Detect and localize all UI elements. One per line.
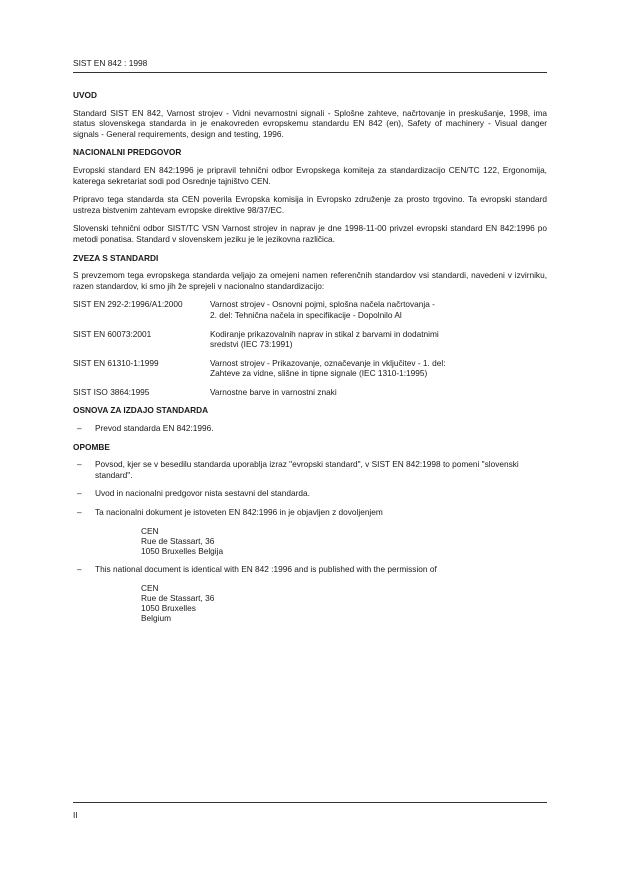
address-block-english: [73, 583, 547, 624]
list-item: [73, 459, 547, 480]
list-item-text: This national document is identical with EN 842 :1996 and is published with the permission of: [95, 564, 437, 575]
section-heading-osnova: OSNOVA ZA IZDAJO STANDARDA: [73, 405, 209, 416]
address-line: Rue de Stassart, 36: [141, 593, 215, 604]
dash-bullet: –: [77, 507, 82, 518]
standard-title-line: Varnostne barve in varnostni znaki: [210, 386, 337, 397]
dash-bullet: –: [77, 564, 82, 575]
list-item: [73, 488, 547, 499]
predgovor-paragraph-2: Pripravo tega standarda sta CEN poverila Evropska komisija in Evropsko združenje za prosto trgovino. Ta evropski standard ustreza bistvenim zahtevam evropske direktive 98/37/EC.: [73, 194, 547, 215]
standard-title: [210, 329, 547, 350]
standard-title-line: Varnost strojev - Osnovni pojmi, splošna načela načrtovanja -: [210, 299, 435, 310]
section-heading-nacionalni-predgovor: NACIONALNI PREDGOVOR: [73, 147, 182, 158]
standard-reference-row: [73, 358, 547, 379]
list-item: [73, 423, 547, 434]
list-item-text: Povsod, kjer se v besedilu standarda uporablja izraz "evropski standard", v SIST EN 842:1998 to pomeni "slovenski standard".: [95, 459, 519, 480]
address-line: CEN: [141, 525, 159, 536]
standard-title-line: Varnost strojev - Prikazovanje, označevanje in vključitev - 1. del:: [210, 357, 446, 368]
standard-title: [210, 358, 547, 379]
standard-code: SIST EN 61310-1:1999: [73, 357, 159, 368]
standard-reference-row: [73, 387, 547, 398]
zveza-intro: S prevzemom tega evropskega standarda veljajo za omejeni namen referenčnih standardov vsi standardi, navedeni v izvirniku, razen standardov, ki smo jih že sprejeli v nacionalno standardizacijo:: [73, 270, 547, 291]
predgovor-paragraph-3: Slovenski tehnični odbor SIST/TC VSN Varnost strojev in naprav je dne 1998-11-00 privzel evropski standard EN 842:1996 po metodi ponatisa. Standard v slovenskem jeziku je le jezikovna različica.: [73, 223, 547, 244]
standard-title-line: Kodiranje prikazovalnih naprav in stikal z barvami in dodatnimi: [210, 328, 439, 339]
section-heading-zveza-s-standardi: ZVEZA S STANDARDI: [73, 252, 159, 263]
list-item-text: Prevod standarda EN 842:1996.: [95, 423, 214, 434]
predgovor-paragraph-1: Evropski standard EN 842:1996 je pripravil tehnični odbor Evropskega komiteja za standardizacijo CEN/TC 122, Ergonomija, katerega sekretariat sodi pod Osrednje tajništvo CEN.: [73, 164, 547, 186]
list-item: [73, 564, 547, 575]
standard-reference-row: [73, 329, 547, 350]
standard-title-line: Zahteve za vidne, slišne in tipne signale (IEC 1310-1:1995): [210, 368, 428, 379]
page-number: II: [73, 810, 78, 820]
dash-bullet: –: [77, 423, 82, 434]
section-heading-uvod: UVOD: [73, 90, 97, 100]
section-heading-opombe: OPOMBE: [73, 441, 110, 452]
standard-reference-row: [73, 299, 547, 320]
standard-title-line: sredstvi (IEC 73:1991): [210, 339, 293, 350]
dash-bullet: –: [77, 488, 82, 499]
header-divider: [73, 72, 547, 73]
address-line: 1050 Bruxelles Belgija: [141, 546, 224, 557]
page-body: [73, 90, 547, 632]
running-header: SIST EN 842 : 1998: [73, 58, 148, 68]
standard-title: [210, 299, 547, 320]
address-line: Belgium: [141, 613, 171, 624]
uvod-paragraph: Standard SIST EN 842, Varnost strojev - Vidni nevarnostni signali - Splošne zahteve, načrtovanje in preskušanje, 1998, ima status slovenskega standarda in je enakovreden evropskemu standardu EN 842 (en), Safety of machinery - Visual danger signals - General requirements, design and testing, 1996.: [73, 107, 547, 139]
address-line: 1050 Bruxelles: [141, 603, 196, 614]
standard-title: [210, 387, 547, 398]
address-block-slovenian: [73, 526, 547, 557]
dash-bullet: –: [77, 459, 82, 470]
list-item-text: Ta nacionalni dokument je istoveten EN 842:1996 in je objavljen z dovoljenjem: [95, 507, 383, 518]
list-item: [73, 507, 547, 518]
standard-code: SIST EN 60073:2001: [73, 328, 152, 339]
standard-code: SIST ISO 3864:1995: [73, 386, 150, 397]
list-item-text: Uvod in nacionalni predgovor nista sestavni del standarda.: [95, 488, 310, 499]
standard-title-line: 2. del: Tehnična načela in specifikacije - Dopolnilo Al: [210, 309, 402, 320]
address-line: CEN: [141, 582, 159, 593]
footer-divider: [73, 802, 547, 803]
address-line: Rue de Stassart, 36: [141, 535, 215, 546]
standard-code: SIST EN 292-2:1996/A1:2000: [73, 299, 183, 310]
